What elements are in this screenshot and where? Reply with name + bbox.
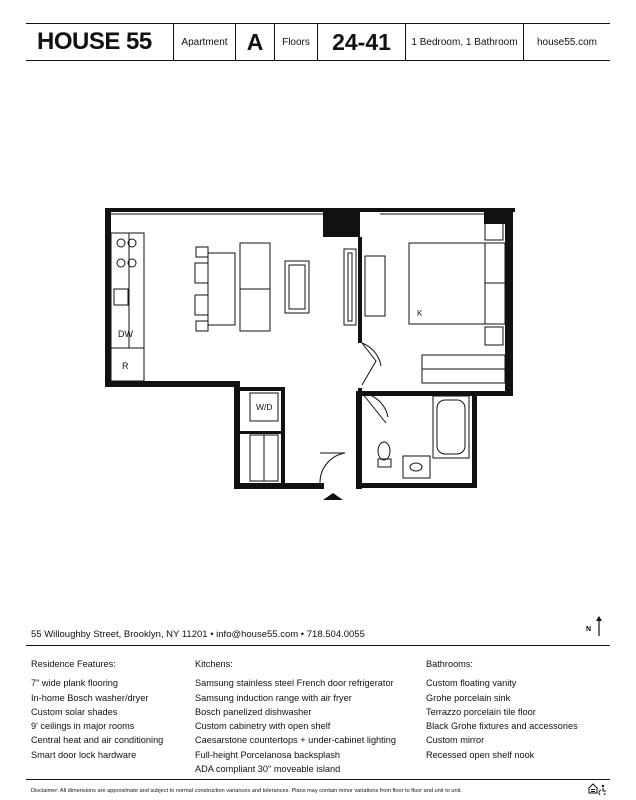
list-item: In-home Bosch washer/dryer [31,692,149,703]
list-item: Grohe porcelain sink [426,692,511,703]
residence-heading: Residence Features: [31,659,116,669]
apartment-value: A [235,24,274,60]
floors-value: 24-41 [317,24,405,60]
list-item: Custom floating vanity [426,678,517,689]
list-item: Custom cabinetry with open shelf [195,721,331,732]
list-item: Caesarstone countertops + under-cabinet lighting [195,735,396,746]
list-item: Custom solar shades [31,706,118,717]
list-item: Custom mirror [426,735,485,746]
contact-line: 55 Willoughby Street, Brooklyn, NY 11201 • info@house55.com • 718.504.0055 [31,629,365,640]
apartment-label: Apartment [173,24,235,60]
brand-logo: HOUSE 55 [37,28,152,55]
list-item: ADA compliant 30" moveable island [195,764,341,775]
bed-label: K [417,309,423,318]
list-item: Samsung stainless steel French door refrigerator [195,678,394,689]
equal-housing-icon [588,783,608,795]
unit-layout: 1 Bedroom, 1 Bathroom [405,24,523,60]
list-item: Full-height Porcelanosa backsplash [195,749,341,760]
north-arrow-icon [586,615,606,637]
list-item: Samsung induction range with air fryer [195,692,352,703]
list-item: Smart door lock hardware [31,749,137,760]
bathroom-features [426,657,578,762]
dishwasher-label: DW [118,329,133,339]
disclaimer-text: Disclaimer: All dimensions are approximate and subject to normal construction variances and tolerances. Plans may contain minor variations from floor to floor and unit to unit. [31,788,462,794]
list-item: Black Grohe fixtures and accessories [426,721,578,732]
list-item: Terrazzo porcelain tile floor [426,706,536,717]
kitchen-features [195,657,396,776]
list-item: Central heat and air conditioning [31,735,164,746]
website-link[interactable]: house55.com [523,24,610,60]
kitchens-heading: Kitchens: [195,659,233,669]
refrigerator-label: R [122,361,129,371]
north-label: N [586,626,592,633]
floors-label: Floors [274,24,317,60]
residence-features [31,657,163,762]
bathrooms-heading: Bathrooms: [426,659,473,669]
list-item: 7" wide plank flooring [31,678,119,689]
divider-bottom [26,779,610,780]
list-item: Recessed open shelf nook [426,749,535,760]
washer-dryer-label: W/D [256,402,273,412]
floor-plan [100,203,520,503]
list-item: 9' ceilings in major rooms [31,721,135,732]
divider-top [26,645,610,646]
list-item: Bosch panelized dishwasher [195,706,312,717]
header-bar [26,23,610,61]
